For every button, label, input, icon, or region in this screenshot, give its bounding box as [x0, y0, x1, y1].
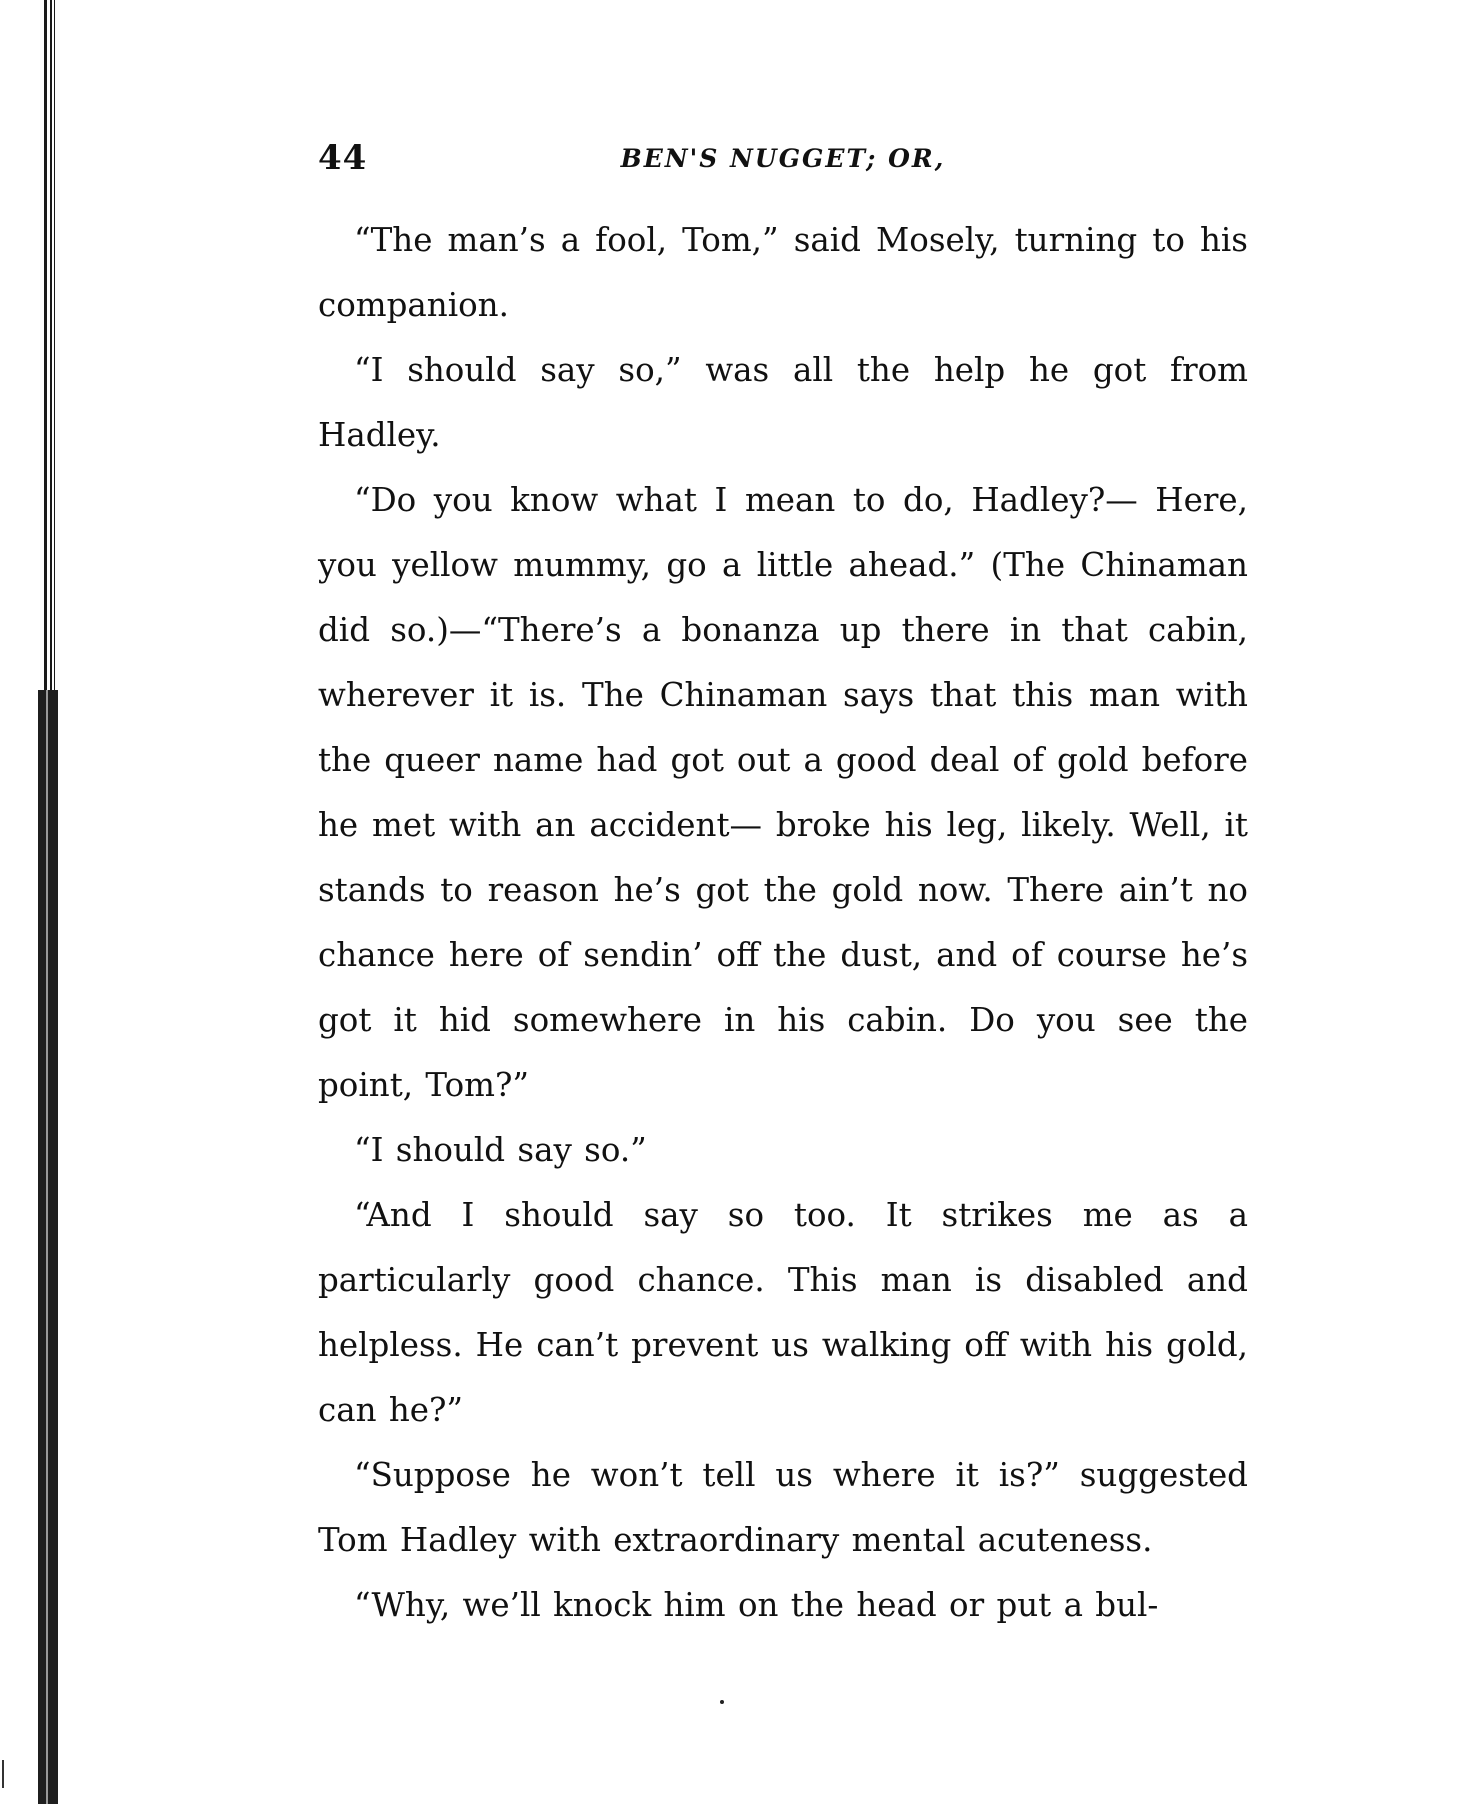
book-binding-edge [0, 0, 70, 1804]
body-text [318, 208, 1248, 1638]
paragraph: “Why, we’ll knock him on the head or put a bul- [354, 1586, 1159, 1624]
paragraph: “And I should say so too. It strikes me as a particularly good chance. This man is disabled and helpless. He can’t prevent us walking off with his gold, can he?” [318, 1196, 1248, 1429]
binding-shadow [38, 690, 58, 1804]
running-title: BEN'S NUGGET; OR, [620, 144, 946, 173]
page-number: 44 [318, 138, 368, 178]
binding-highlight [46, 690, 48, 1804]
paragraph: “I should say so,” was all the help he got from Hadley. [318, 351, 1248, 454]
book-page [318, 130, 1248, 1638]
paragraph: “The man’s a fool, Tom,” said Mosely, turning to his companion. [318, 221, 1248, 324]
paragraph: “Suppose he won’t tell us where it is?” suggested Tom Hadley with extraordinary mental acuteness. [318, 1456, 1248, 1559]
binding-mark [2, 1760, 4, 1788]
paragraph: “Do you know what I mean to do, Hadley?— Here, you yellow mummy, go a little ahead.” (The Chinaman did so.)—“There’s a bonanza up there in that cabin, wherever it is. The Chinaman says that this man with the queer name had got out a good deal of gold before he met with an accident— broke his leg, likely. Well, it stands to reason he’s got the gold now. There ain’t no chance here of sendin’ off the dust, and of course he’s got it hid somewhere in his cabin. Do you see the point, Tom?” [318, 481, 1248, 1104]
running-head [318, 130, 1248, 190]
paragraph: “I should say so.” [354, 1131, 647, 1169]
print-speck [720, 1700, 724, 1704]
